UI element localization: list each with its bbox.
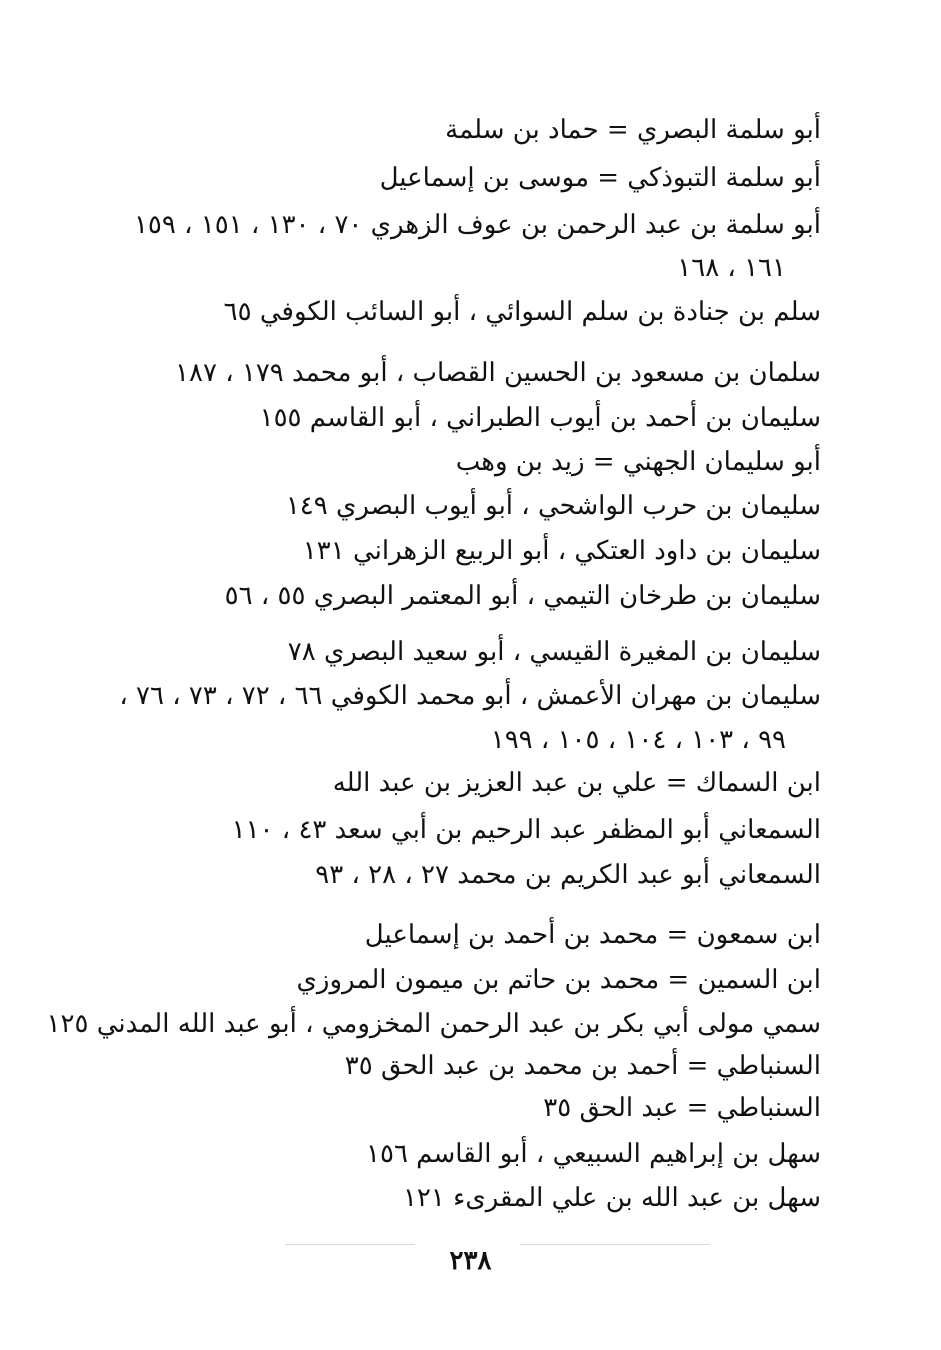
index-entry: سلم بن جنادة بن سلم السوائي ، أبو السائب الكوفي ٦٥: [223, 297, 821, 327]
index-entry: سهل بن إبراهيم السبيعي ، أبو القاسم ١٥٦: [366, 1139, 821, 1169]
footer-divider: [520, 1244, 710, 1245]
page-number: ٢٣٨: [449, 1246, 492, 1276]
index-entry: أبو سلمة بن عبد الرحمن بن عوف الزهري ٧٠ ، ١٣٠ ، ١٥١ ، ١٥٩: [133, 210, 821, 240]
index-entry: سليمان بن المغيرة القيسي ، أبو سعيد البصري ٧٨: [287, 637, 821, 667]
footer-divider: [285, 1244, 415, 1245]
index-entry-continuation: ٩٩ ، ١٠٣ ، ١٠٤ ، ١٠٥ ، ١٩٩: [490, 725, 786, 755]
index-entry: سمي مولى أبي بكر بن عبد الرحمن المخزومي ، أبو عبد الله المدني ١٢٥: [46, 1009, 821, 1039]
index-entry: أبو سلمة البصري = حماد بن سلمة: [445, 115, 821, 145]
index-entry: سليمان بن طرخان التيمي ، أبو المعتمر البصري ٥٥ ، ٥٦: [224, 581, 821, 611]
index-entry: سهل بن عبد الله بن علي المقرىء ١٢١: [402, 1183, 821, 1213]
index-entry: سليمان بن حرب الواشحي ، أبو أيوب البصري ١٤٩: [285, 491, 821, 521]
index-entry: السمعاني أبو عبد الكريم بن محمد ٢٧ ، ٢٨ ، ٩٣: [315, 860, 821, 890]
index-entry: ابن سمعون = محمد بن أحمد بن إسماعيل: [364, 920, 821, 950]
index-entry: سليمان بن مهران الأعمش ، أبو محمد الكوفي ٦٦ ، ٧٢ ، ٧٣ ، ٧٦ ،: [119, 681, 821, 711]
index-entry: أبو سلمة التبوذكي = موسى بن إسماعيل: [379, 163, 821, 193]
index-entry: السنباطي = أحمد بن محمد بن عبد الحق ٣٥: [344, 1051, 821, 1081]
index-entry: سليمان بن داود العتكي ، أبو الربيع الزهراني ١٣١: [302, 536, 821, 566]
index-entry: ابن السماك = علي بن عبد العزيز بن عبد الله: [332, 768, 821, 798]
index-entry: السنباطي = عبد الحق ٣٥: [543, 1093, 821, 1123]
index-entry-continuation: ١٦١ ، ١٦٨: [677, 253, 786, 283]
index-entry: أبو سليمان الجهني = زيد بن وهب: [455, 447, 821, 477]
index-entry: السمعاني أبو المظفر عبد الرحيم بن أبي سعد ٤٣ ، ١١٠: [231, 815, 821, 845]
index-entry: ابن السمين = محمد بن حاتم بن ميمون المروزي: [296, 965, 821, 995]
index-entry: سلمان بن مسعود بن الحسين القصاب ، أبو محمد ١٧٩ ، ١٨٧: [175, 358, 821, 388]
index-entry: سليمان بن أحمد بن أيوب الطبراني ، أبو القاسم ١٥٥: [259, 403, 821, 433]
